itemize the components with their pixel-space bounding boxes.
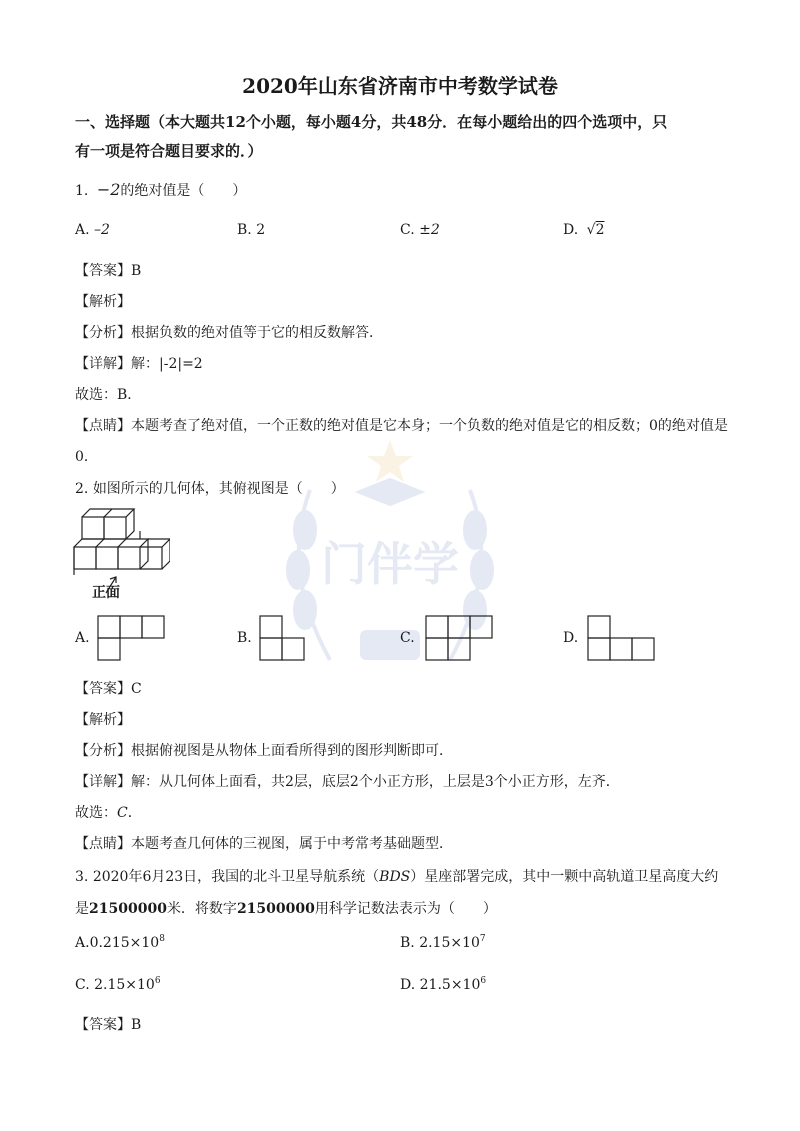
q1-stem-text: 的绝对值是（ ） — [120, 183, 247, 199]
q3-option-d: D. $21.5\times 10^6$ — [400, 976, 487, 993]
q2-option-b-label: B. — [237, 630, 252, 646]
q1-option-c: C. ±2 — [400, 222, 440, 238]
q2-solid-figure — [70, 505, 170, 605]
q2-analysis-tag: 【解析】 — [75, 712, 131, 728]
q3-option-c: C. $2.15\times 10^6$ — [75, 976, 161, 993]
q1-stem — [75, 180, 246, 200]
q2-fenxi: 【分析】根据俯视图是从物体上面看所得到的图形判断即可． — [75, 743, 453, 759]
q1-answer: 【答案】B — [75, 263, 142, 279]
watermark-logo — [270, 430, 510, 710]
q1-dianjing: 【点睛】本题考查了绝对值，一个正数的绝对值是它本身；一个负数的绝对值是它的相反数；0的绝对值是 — [75, 418, 728, 434]
q3-stem-line1: 3. 2020年6月23日，我国的北斗卫星导航系统（BDS）星座部署完成，其中一颗中高轨道卫星高度大约 — [75, 869, 719, 885]
watermark-text: 门伴学 — [321, 537, 459, 591]
q2-option-c-figure — [424, 614, 494, 662]
q2-guxuan: 故选：C． — [75, 805, 142, 821]
page-title: 2020年山东省济南市中考数学试卷 — [242, 74, 558, 98]
q1-option-a: A. –2 — [75, 222, 110, 238]
section-heading-line1: 一、选择题（本大题共12个小题，每小题4分，共48分．在每小题给出的四个选项中，只 — [75, 113, 668, 131]
q3-stem-line2: 是21500000米．将数字21500000用科学记数法表示为（ ） — [75, 901, 497, 917]
q2-option-a-figure — [96, 614, 166, 662]
q2-front-label: 正面 — [92, 585, 120, 601]
q2-stem: 2. 如图所示的几何体，其俯视图是（ ） — [75, 481, 345, 497]
q2-option-c-label: C. — [400, 630, 415, 646]
q2-option-a-label: A. — [75, 630, 90, 646]
q2-option-b-figure — [258, 614, 308, 662]
q2-answer: 【答案】C — [75, 681, 142, 697]
q1-xiangjie: 【详解】解：|-2|=2 — [75, 356, 203, 372]
q3-option-b: B. $2.15\times 10^7$ — [400, 934, 486, 951]
q3-answer: 【答案】B — [75, 1017, 142, 1033]
q2-dianjing: 【点睛】本题考查几何体的三视图，属于中考常考基础题型． — [75, 836, 453, 852]
q1-option-d: D. √2 — [563, 222, 605, 238]
q1-analysis-tag: 【解析】 — [75, 294, 131, 310]
q1-dianjing-cont: 0． — [75, 449, 98, 465]
q3-option-a: $A.0.215\times 10^8$ — [75, 934, 165, 951]
q2-option-d-figure — [586, 614, 658, 662]
q1-guxuan: 故选：B． — [75, 387, 142, 403]
q2-option-d-label: D. — [563, 630, 579, 646]
q1-fenxi: 【分析】根据负数的绝对值等于它的相反数解答． — [75, 325, 383, 341]
sqrt-symbol: √2 — [586, 222, 605, 238]
q2-xiangjie: 【详解】解：从几何体上面看，共2层，底层2个小正方形，上层是3个小正方形，左齐． — [75, 774, 620, 790]
section-heading-line2: 有一项是符合题目要求的．） — [75, 142, 263, 160]
q1-option-b: B. 2 — [237, 222, 266, 238]
q1-number: 1. — [75, 183, 89, 199]
q1-expression: −2 — [96, 180, 121, 199]
